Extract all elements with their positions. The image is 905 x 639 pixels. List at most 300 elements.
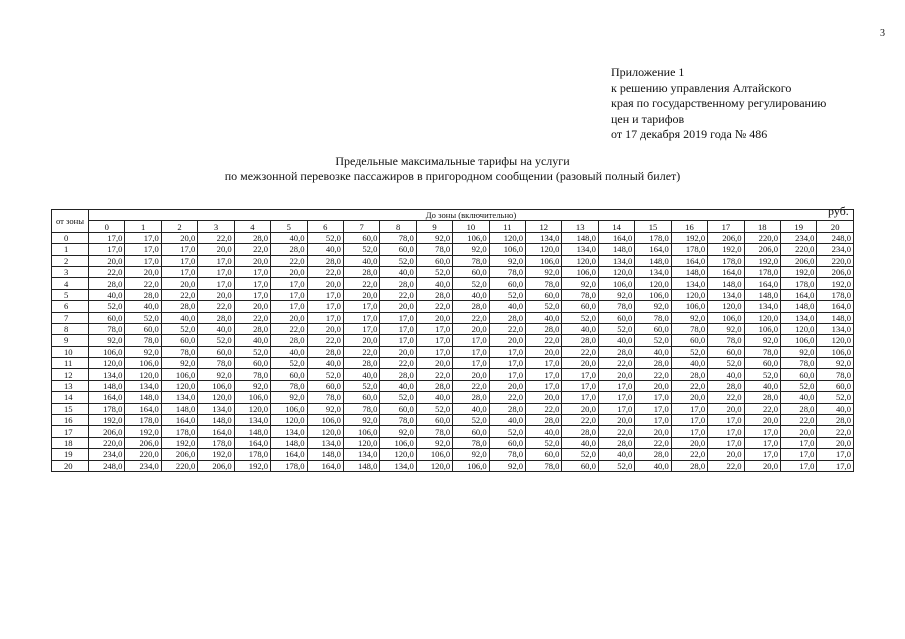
tariff-cell: 60,0	[635, 323, 671, 334]
zone-number-row	[52, 221, 854, 232]
tariff-cell: 78,0	[817, 369, 854, 380]
table-row	[52, 437, 854, 448]
tariff-cell: 17,0	[307, 289, 343, 300]
tariff-cell: 164,0	[708, 266, 744, 277]
tariff-cell: 20,0	[526, 392, 562, 403]
row-zone-label: 1	[52, 244, 89, 255]
tariff-cell: 40,0	[161, 312, 197, 323]
tariff-cell: 52,0	[489, 426, 525, 437]
tariff-cell: 60,0	[489, 278, 525, 289]
tariff-cell: 40,0	[307, 358, 343, 369]
tariff-cell: 40,0	[416, 278, 452, 289]
tariff-cell: 148,0	[562, 232, 598, 243]
tariff-cell: 52,0	[416, 266, 452, 277]
tariff-cell: 28,0	[744, 392, 780, 403]
tariff-cell: 17,0	[125, 255, 161, 266]
tariff-cell: 17,0	[380, 312, 416, 323]
tariff-cell: 92,0	[234, 380, 270, 391]
tariff-cell: 20,0	[526, 346, 562, 357]
tariff-cell: 134,0	[562, 244, 598, 255]
tariff-cell: 17,0	[781, 449, 817, 460]
tariff-cell: 60,0	[708, 346, 744, 357]
tariff-cell: 17,0	[671, 426, 707, 437]
tariff-cell: 60,0	[416, 255, 452, 266]
tariff-cell: 17,0	[453, 346, 489, 357]
tariff-cell: 28,0	[453, 301, 489, 312]
tariff-cell: 22,0	[161, 289, 197, 300]
tariff-cell: 164,0	[598, 232, 634, 243]
table-row	[52, 358, 854, 369]
tariff-cell: 92,0	[161, 358, 197, 369]
appendix-block	[611, 65, 826, 143]
tariff-cell: 20,0	[89, 255, 125, 266]
row-zone-label: 18	[52, 437, 89, 448]
tariff-cell: 17,0	[635, 415, 671, 426]
tariff-cell: 106,0	[234, 392, 270, 403]
tariff-cell: 178,0	[271, 460, 307, 471]
tariff-cell: 60,0	[380, 244, 416, 255]
tariff-cell: 60,0	[489, 437, 525, 448]
tariff-cell: 148,0	[781, 301, 817, 312]
tariff-cell: 22,0	[416, 301, 452, 312]
tariff-cell: 28,0	[671, 460, 707, 471]
tariff-cell: 78,0	[635, 312, 671, 323]
tariff-cell: 17,0	[234, 278, 270, 289]
tariff-cell: 120,0	[307, 426, 343, 437]
tariff-cell: 17,0	[89, 244, 125, 255]
tariff-cell: 20,0	[489, 335, 525, 346]
tariff-cell: 92,0	[781, 346, 817, 357]
tariff-cell: 28,0	[161, 301, 197, 312]
tariff-cell: 60,0	[198, 346, 234, 357]
zone-column-header: 11	[489, 221, 525, 232]
tariff-cell: 17,0	[161, 255, 197, 266]
tariff-cell: 178,0	[234, 449, 270, 460]
row-zone-label: 6	[52, 301, 89, 312]
tariff-cell: 22,0	[380, 289, 416, 300]
tariff-cell: 17,0	[598, 403, 634, 414]
tariff-cell: 22,0	[234, 312, 270, 323]
tariff-cell: 40,0	[271, 346, 307, 357]
tariff-cell: 134,0	[198, 403, 234, 414]
tariff-cell: 40,0	[89, 289, 125, 300]
tariff-cell: 134,0	[708, 289, 744, 300]
tariff-cell: 52,0	[781, 380, 817, 391]
zone-column-header: 16	[671, 221, 707, 232]
tariff-cell: 106,0	[489, 244, 525, 255]
tariff-cell: 40,0	[489, 415, 525, 426]
tariff-cell: 120,0	[125, 369, 161, 380]
tariff-cell: 248,0	[817, 232, 854, 243]
tariff-cell: 134,0	[380, 460, 416, 471]
tariff-cell: 28,0	[562, 426, 598, 437]
table-row	[52, 266, 854, 277]
tariff-cell: 22,0	[671, 380, 707, 391]
tariff-cell: 60,0	[271, 369, 307, 380]
tariff-cell: 52,0	[744, 369, 780, 380]
tariff-cell: 134,0	[744, 301, 780, 312]
tariff-cell: 92,0	[453, 244, 489, 255]
tariff-cell: 20,0	[489, 380, 525, 391]
tariff-cell: 28,0	[526, 323, 562, 334]
tariff-cell: 52,0	[198, 335, 234, 346]
tariff-cell: 40,0	[598, 335, 634, 346]
tariff-cell: 17,0	[343, 301, 379, 312]
zone-column-header: 19	[781, 221, 817, 232]
zone-column-header: 4	[234, 221, 270, 232]
zone-column-header: 14	[598, 221, 634, 232]
tariff-cell: 164,0	[89, 392, 125, 403]
tariff-cell: 148,0	[271, 437, 307, 448]
tariff-cell: 106,0	[562, 266, 598, 277]
title-line-1: Предельные максимальные тарифы на услуги	[335, 154, 570, 168]
table-row	[52, 301, 854, 312]
tariff-cell: 40,0	[453, 403, 489, 414]
tariff-cell: 220,0	[781, 244, 817, 255]
tariff-cell: 40,0	[234, 335, 270, 346]
tariff-cell: 106,0	[744, 323, 780, 334]
tariff-cell: 134,0	[307, 437, 343, 448]
tariff-cell: 134,0	[125, 380, 161, 391]
tariff-cell: 22,0	[234, 244, 270, 255]
tariff-cell: 106,0	[380, 437, 416, 448]
tariff-cell: 78,0	[271, 380, 307, 391]
tariff-body	[52, 232, 854, 471]
tariff-cell: 106,0	[161, 369, 197, 380]
tariff-cell: 120,0	[781, 323, 817, 334]
tariff-cell: 40,0	[343, 255, 379, 266]
tariff-cell: 106,0	[817, 346, 854, 357]
tariff-cell: 220,0	[89, 437, 125, 448]
row-zone-label: 12	[52, 369, 89, 380]
tariff-cell: 78,0	[161, 346, 197, 357]
table-row	[52, 449, 854, 460]
tariff-cell: 20,0	[343, 335, 379, 346]
tariff-cell: 40,0	[343, 369, 379, 380]
tariff-cell: 52,0	[526, 437, 562, 448]
tariff-cell: 148,0	[198, 415, 234, 426]
from-zone-header: от зоны	[52, 210, 89, 233]
tariff-cell: 120,0	[161, 380, 197, 391]
tariff-cell: 22,0	[380, 358, 416, 369]
tariff-cell: 92,0	[489, 255, 525, 266]
tariff-cell: 22,0	[708, 392, 744, 403]
tariff-cell: 20,0	[635, 380, 671, 391]
currency-unit: руб.	[828, 204, 849, 218]
tariff-cell: 20,0	[234, 301, 270, 312]
tariff-cell: 78,0	[598, 301, 634, 312]
tariff-cell: 28,0	[671, 369, 707, 380]
table-header-row	[52, 210, 854, 221]
table-row	[52, 460, 854, 471]
tariff-cell: 52,0	[234, 346, 270, 357]
tariff-cell: 17,0	[744, 449, 780, 460]
tariff-cell: 22,0	[307, 335, 343, 346]
tariff-cell: 234,0	[89, 449, 125, 460]
tariff-cell: 60,0	[526, 289, 562, 300]
tariff-cell: 28,0	[489, 312, 525, 323]
zone-column-header: 6	[307, 221, 343, 232]
tariff-cell: 78,0	[307, 392, 343, 403]
tariff-cell: 134,0	[635, 266, 671, 277]
tariff-cell: 106,0	[671, 301, 707, 312]
table-row	[52, 369, 854, 380]
tariff-cell: 40,0	[817, 403, 854, 414]
tariff-cell: 22,0	[635, 437, 671, 448]
tariff-cell: 22,0	[562, 346, 598, 357]
tariff-cell: 92,0	[671, 312, 707, 323]
tariff-cell: 22,0	[89, 266, 125, 277]
tariff-cell: 40,0	[198, 323, 234, 334]
tariff-cell: 17,0	[453, 358, 489, 369]
tariff-cell: 20,0	[744, 415, 780, 426]
tariff-cell: 40,0	[489, 301, 525, 312]
tariff-cell: 28,0	[380, 278, 416, 289]
document-title	[0, 154, 905, 184]
tariff-cell: 40,0	[125, 301, 161, 312]
tariff-cell: 20,0	[307, 323, 343, 334]
tariff-cell: 220,0	[125, 449, 161, 460]
tariff-cell: 22,0	[271, 255, 307, 266]
tariff-cell: 52,0	[562, 312, 598, 323]
tariff-cell: 106,0	[781, 335, 817, 346]
zone-column-header: 7	[343, 221, 379, 232]
tariff-cell: 17,0	[125, 232, 161, 243]
tariff-cell: 106,0	[598, 278, 634, 289]
tariff-cell: 40,0	[307, 244, 343, 255]
tariff-cell: 220,0	[744, 232, 780, 243]
tariff-cell: 52,0	[489, 289, 525, 300]
tariff-cell: 22,0	[744, 403, 780, 414]
tariff-cell: 52,0	[380, 392, 416, 403]
tariff-cell: 106,0	[708, 312, 744, 323]
tariff-cell: 60,0	[817, 380, 854, 391]
tariff-cell: 164,0	[817, 301, 854, 312]
tariff-cell: 92,0	[416, 232, 452, 243]
tariff-cell: 17,0	[307, 301, 343, 312]
tariff-cell: 206,0	[89, 426, 125, 437]
tariff-cell: 148,0	[744, 289, 780, 300]
tariff-cell: 20,0	[453, 323, 489, 334]
tariff-cell: 78,0	[671, 323, 707, 334]
tariff-cell: 17,0	[708, 415, 744, 426]
tariff-cell: 17,0	[380, 335, 416, 346]
tariff-cell: 164,0	[671, 255, 707, 266]
tariff-cell: 148,0	[671, 266, 707, 277]
tariff-cell: 52,0	[598, 460, 634, 471]
tariff-cell: 17,0	[817, 449, 854, 460]
tariff-cell: 17,0	[271, 301, 307, 312]
page-number: 3	[880, 28, 885, 39]
tariff-cell: 52,0	[526, 301, 562, 312]
tariff-cell: 60,0	[453, 426, 489, 437]
tariff-cell: 92,0	[380, 426, 416, 437]
tariff-cell: 40,0	[671, 358, 707, 369]
tariff-cell: 17,0	[198, 266, 234, 277]
tariff-cell: 22,0	[598, 426, 634, 437]
tariff-cell: 120,0	[489, 232, 525, 243]
tariff-cell: 52,0	[380, 255, 416, 266]
tariff-cell: 40,0	[598, 449, 634, 460]
tariff-cell: 148,0	[343, 460, 379, 471]
tariff-cell: 28,0	[635, 449, 671, 460]
tariff-cell: 17,0	[598, 392, 634, 403]
row-zone-label: 20	[52, 460, 89, 471]
tariff-cell: 92,0	[598, 289, 634, 300]
tariff-cell: 28,0	[380, 369, 416, 380]
tariff-cell: 20,0	[453, 369, 489, 380]
tariff-cell: 120,0	[198, 392, 234, 403]
zone-column-header: 15	[635, 221, 671, 232]
tariff-cell: 20,0	[598, 415, 634, 426]
tariff-cell: 92,0	[89, 335, 125, 346]
tariff-cell: 22,0	[526, 335, 562, 346]
tariff-cell: 120,0	[89, 358, 125, 369]
table-row	[52, 278, 854, 289]
tariff-cell: 120,0	[271, 415, 307, 426]
tariff-cell: 17,0	[234, 289, 270, 300]
tariff-cell: 28,0	[453, 392, 489, 403]
tariff-cell: 148,0	[161, 403, 197, 414]
tariff-cell: 17,0	[234, 266, 270, 277]
tariff-cell: 148,0	[307, 449, 343, 460]
tariff-cell: 78,0	[343, 403, 379, 414]
tariff-cell: 92,0	[271, 392, 307, 403]
table-row	[52, 255, 854, 266]
tariff-cell: 40,0	[744, 380, 780, 391]
tariff-cell: 192,0	[671, 232, 707, 243]
tariff-cell: 120,0	[598, 266, 634, 277]
tariff-cell: 17,0	[453, 335, 489, 346]
tariff-cell: 60,0	[526, 449, 562, 460]
tariff-cell: 120,0	[234, 403, 270, 414]
tariff-cell: 28,0	[598, 437, 634, 448]
tariff-cell: 178,0	[671, 244, 707, 255]
tariff-cell: 40,0	[526, 426, 562, 437]
tariff-cell: 192,0	[708, 244, 744, 255]
tariff-cell: 52,0	[343, 244, 379, 255]
appendix-line: к решению управления Алтайского	[611, 80, 792, 95]
tariff-cell: 178,0	[161, 426, 197, 437]
tariff-cell: 134,0	[671, 278, 707, 289]
tariff-cell: 78,0	[489, 449, 525, 460]
tariff-cell: 52,0	[307, 369, 343, 380]
tariff-cell: 148,0	[234, 426, 270, 437]
tariff-cell: 60,0	[744, 358, 780, 369]
tariff-cell: 60,0	[161, 335, 197, 346]
tariff-cell: 134,0	[161, 392, 197, 403]
row-zone-label: 13	[52, 380, 89, 391]
tariff-cell: 20,0	[271, 266, 307, 277]
tariff-cell: 28,0	[781, 403, 817, 414]
tariff-cell: 22,0	[598, 358, 634, 369]
tariff-cell: 40,0	[453, 289, 489, 300]
tariff-cell: 20,0	[708, 449, 744, 460]
zone-column-header: 20	[817, 221, 854, 232]
tariff-cell: 192,0	[744, 255, 780, 266]
tariff-cell: 17,0	[380, 323, 416, 334]
tariff-cell: 20,0	[271, 312, 307, 323]
row-zone-label: 9	[52, 335, 89, 346]
row-zone-label: 3	[52, 266, 89, 277]
tariff-cell: 78,0	[781, 358, 817, 369]
tariff-cell: 78,0	[526, 460, 562, 471]
tariff-cell: 52,0	[271, 358, 307, 369]
tariff-cell: 134,0	[598, 255, 634, 266]
tariff-cell: 17,0	[161, 266, 197, 277]
tariff-cell: 17,0	[125, 244, 161, 255]
tariff-cell: 17,0	[562, 380, 598, 391]
tariff-cell: 20,0	[817, 437, 854, 448]
tariff-cell: 134,0	[234, 415, 270, 426]
tariff-cell: 22,0	[307, 266, 343, 277]
tariff-cell: 78,0	[453, 255, 489, 266]
tariff-cell: 120,0	[671, 289, 707, 300]
tariff-cell: 40,0	[416, 392, 452, 403]
tariff-cell: 20,0	[781, 426, 817, 437]
tariff-cell: 78,0	[416, 244, 452, 255]
tariff-cell: 206,0	[781, 255, 817, 266]
tariff-cell: 17,0	[198, 255, 234, 266]
tariff-cell: 78,0	[453, 437, 489, 448]
tariff-cell: 106,0	[453, 232, 489, 243]
tariff-cell: 40,0	[635, 460, 671, 471]
tariff-cell: 106,0	[453, 460, 489, 471]
tariff-cell: 206,0	[817, 266, 854, 277]
tariff-cell: 52,0	[671, 346, 707, 357]
appendix-line: цен и тарифов	[611, 111, 685, 126]
tariff-cell: 22,0	[489, 392, 525, 403]
table-row	[52, 346, 854, 357]
tariff-cell: 28,0	[271, 335, 307, 346]
tariff-cell: 60,0	[781, 369, 817, 380]
tariff-cell: 78,0	[416, 426, 452, 437]
tariff-cell: 78,0	[234, 369, 270, 380]
tariff-cell: 20,0	[635, 426, 671, 437]
tariff-cell: 17,0	[416, 346, 452, 357]
tariff-cell: 234,0	[125, 460, 161, 471]
table-row	[52, 323, 854, 334]
tariff-cell: 40,0	[708, 369, 744, 380]
zone-column-header: 2	[161, 221, 197, 232]
tariff-cell: 28,0	[416, 289, 452, 300]
appendix-line: края по государственному регулированию	[611, 96, 827, 110]
row-zone-label: 2	[52, 255, 89, 266]
tariff-cell: 78,0	[198, 358, 234, 369]
tariff-cell: 92,0	[526, 266, 562, 277]
tariff-cell: 17,0	[708, 426, 744, 437]
tariff-cell: 120,0	[635, 278, 671, 289]
tariff-cell: 178,0	[198, 437, 234, 448]
tariff-cell: 28,0	[708, 380, 744, 391]
tariff-table	[51, 209, 854, 472]
tariff-cell: 28,0	[598, 346, 634, 357]
tariff-cell: 40,0	[380, 266, 416, 277]
tariff-cell: 17,0	[271, 289, 307, 300]
tariff-cell: 28,0	[343, 358, 379, 369]
tariff-cell: 20,0	[562, 358, 598, 369]
tariff-cell: 220,0	[817, 255, 854, 266]
tariff-cell: 192,0	[817, 278, 854, 289]
tariff-cell: 52,0	[817, 392, 854, 403]
tariff-cell: 78,0	[708, 335, 744, 346]
tariff-cell: 20,0	[198, 289, 234, 300]
tariff-cell: 52,0	[89, 301, 125, 312]
zone-column-header: 8	[380, 221, 416, 232]
tariff-cell: 164,0	[234, 437, 270, 448]
table-row	[52, 335, 854, 346]
tariff-cell: 148,0	[708, 278, 744, 289]
